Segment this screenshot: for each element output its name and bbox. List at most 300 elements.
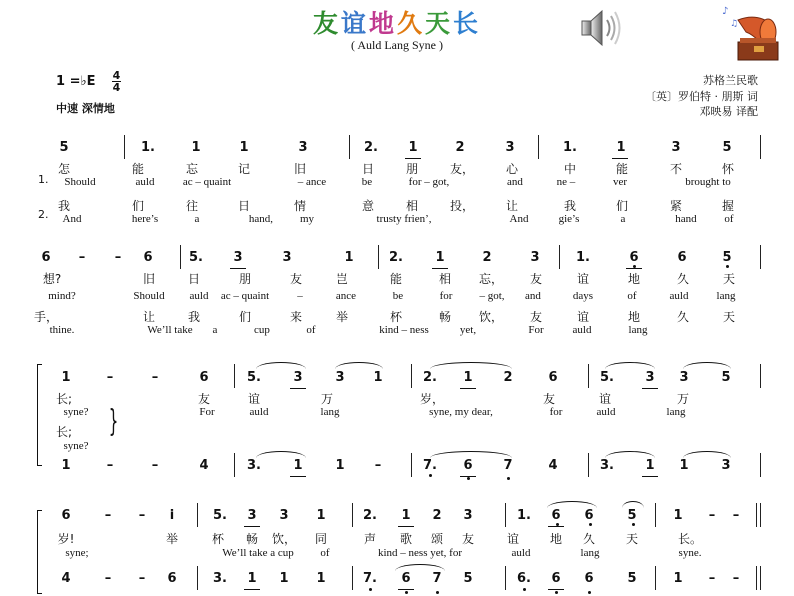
note: 3 xyxy=(298,140,308,155)
note: 3 xyxy=(463,508,473,523)
octave-dot xyxy=(467,477,470,480)
underline xyxy=(432,268,448,269)
verse-brace: } xyxy=(108,404,119,439)
octave-dot xyxy=(726,265,729,268)
lyric-en: of xyxy=(306,324,316,336)
note: 2. xyxy=(423,370,437,385)
note: 5 xyxy=(627,508,637,523)
lyric-en: days xyxy=(572,290,594,302)
note: 6 xyxy=(677,250,687,265)
note: 1. xyxy=(141,140,155,155)
lyric-cn: 相 xyxy=(405,199,419,213)
lyric-cn: 久 xyxy=(676,272,690,286)
lyric-cn: 长。 xyxy=(677,532,703,546)
lyric-cn: 忘， xyxy=(478,272,504,286)
lyric-en: be xyxy=(361,176,373,188)
note: 3 xyxy=(679,370,689,385)
lyric-en: And xyxy=(509,213,529,225)
note: – xyxy=(732,508,740,523)
note: – xyxy=(708,508,716,523)
svg-text:♫: ♫ xyxy=(730,19,739,29)
lyric-en: ac – quaint xyxy=(220,290,270,302)
note: 7. xyxy=(423,458,437,473)
gramophone-icon xyxy=(718,2,782,68)
note: 7 xyxy=(432,571,442,586)
slur xyxy=(605,362,655,369)
note: 7 xyxy=(503,458,513,473)
note: 1 xyxy=(293,458,303,473)
slur xyxy=(256,362,306,369)
underline xyxy=(230,268,246,269)
lyric-cn: 能 xyxy=(615,162,629,176)
lyric-en: cup xyxy=(254,324,270,336)
lyric-cn: 畅 xyxy=(438,310,452,324)
note: – xyxy=(732,571,740,586)
lyric-cn: 歌 xyxy=(399,532,413,546)
lyric-en: a xyxy=(620,213,626,225)
note: – xyxy=(104,508,112,523)
lyric-cn: 久 xyxy=(582,532,596,546)
note: 1 xyxy=(616,140,626,155)
lyric-cn: 同 xyxy=(314,532,328,546)
octave-dot xyxy=(369,588,372,591)
lyric-cn: 能 xyxy=(389,272,403,286)
octave-dot xyxy=(556,523,559,526)
lyric-cn: 长; xyxy=(55,425,73,439)
barline xyxy=(234,364,235,388)
tempo-marking: 中速 深情地 xyxy=(56,102,115,115)
note: 7. xyxy=(363,571,377,586)
lyric-en: auld xyxy=(511,547,531,559)
note: – xyxy=(151,370,159,385)
note: 5 xyxy=(59,140,69,155)
note: 1 xyxy=(335,458,345,473)
lyric-cn: 杯 xyxy=(211,532,225,546)
lyric-en: yet, xyxy=(459,324,477,336)
note: 2. xyxy=(364,140,378,155)
note: 3 xyxy=(530,250,540,265)
underline xyxy=(548,589,564,590)
lyric-en: ver xyxy=(612,176,628,188)
lyric-cn: 岁， xyxy=(419,392,445,406)
lyric-en: and xyxy=(525,290,541,302)
note: 1 xyxy=(191,140,201,155)
lyric-cn: 旧 xyxy=(293,162,307,176)
note: 6 xyxy=(167,571,177,586)
lyric-en: mind? xyxy=(48,290,76,302)
lyric-en: auld xyxy=(669,290,689,302)
lyric-en: syne. xyxy=(678,547,702,559)
barline xyxy=(352,503,353,527)
lyric-cn: 们 xyxy=(131,199,145,213)
lyric-en: syne? xyxy=(63,440,89,452)
note: 3. xyxy=(600,458,614,473)
lyric-en: We’ll take xyxy=(147,324,193,336)
note: – xyxy=(138,508,146,523)
lyric-en: ance xyxy=(335,290,357,302)
lyric-cn: 能 xyxy=(131,162,145,176)
lyric-en: for xyxy=(439,290,453,302)
note: 3 xyxy=(279,508,289,523)
lyric-en: gie’s xyxy=(558,213,580,225)
note: – xyxy=(114,250,122,265)
note: 6 xyxy=(143,250,153,265)
note: 5. xyxy=(189,250,203,265)
note: 1 xyxy=(279,571,289,586)
slur xyxy=(605,451,655,458)
note: 1. xyxy=(576,250,590,265)
barline xyxy=(760,566,761,590)
lyric-cn: 我 xyxy=(187,310,201,324)
lyric-cn: 友 xyxy=(529,310,543,324)
lyric-en: brought to xyxy=(685,176,731,188)
lyric-cn: 万 xyxy=(320,392,334,406)
subtitle: ( Auld Lang Syne ) xyxy=(351,38,443,52)
lyric-en: auld xyxy=(596,406,616,418)
lyric-en: syne, my dear, xyxy=(429,406,493,418)
lyric-cn: 让 xyxy=(142,310,156,324)
lyric-cn: 旧 xyxy=(142,272,156,286)
slur xyxy=(335,362,383,369)
slur xyxy=(683,362,731,369)
lyric-cn: 地 xyxy=(549,532,563,546)
lyric-cn: 日 xyxy=(237,199,251,213)
octave-dot xyxy=(523,588,526,591)
lyric-cn: 友 xyxy=(197,392,211,406)
note: 5 xyxy=(721,370,731,385)
lyric-cn: 谊 xyxy=(576,310,590,324)
note: 6 xyxy=(551,571,561,586)
note: 4 xyxy=(548,458,558,473)
lyric-en: hand, xyxy=(248,213,274,225)
underline xyxy=(642,476,658,477)
lyric-cn: 朋 xyxy=(238,272,252,286)
lyric-cn: 岁! xyxy=(57,532,75,546)
lyric-cn: 意 xyxy=(361,199,375,213)
lyric-cn: 想? xyxy=(42,272,62,286)
note: 6 xyxy=(629,250,639,265)
note: – xyxy=(708,571,716,586)
note: 3 xyxy=(645,370,655,385)
barline xyxy=(411,453,412,477)
lyric-en: – ance xyxy=(297,176,327,188)
note: – xyxy=(374,458,382,473)
note: 2. xyxy=(363,508,377,523)
lyric-cn: 谊 xyxy=(247,392,261,406)
lyric-en: ac – quaint xyxy=(182,176,232,188)
page-title xyxy=(0,4,794,40)
lyric-en: lang xyxy=(580,547,600,559)
key-signature: 1 =♭E xyxy=(56,74,96,89)
slur xyxy=(256,451,306,458)
note: 1. xyxy=(517,508,531,523)
note: 1 xyxy=(673,508,683,523)
underline xyxy=(612,158,628,159)
barline xyxy=(760,364,761,388)
lyric-en: lang xyxy=(716,290,736,302)
underline xyxy=(626,268,642,269)
lyric-cn: 相 xyxy=(438,272,452,286)
lyric-cn: 天 xyxy=(722,272,736,286)
note: 5. xyxy=(213,508,227,523)
lyric-cn: 投， xyxy=(449,199,475,213)
title-char: 久 xyxy=(397,9,426,38)
lyric-en: be xyxy=(392,290,404,302)
lyric-en: and xyxy=(507,176,523,188)
title-char: 地 xyxy=(368,9,397,38)
note: 1 xyxy=(316,571,326,586)
barline xyxy=(538,135,539,159)
note: 6. xyxy=(517,571,531,586)
octave-dot xyxy=(632,523,635,526)
lyric-cn: 心 xyxy=(505,162,519,176)
lyric-cn: 举 xyxy=(335,310,349,324)
lyric-en: For xyxy=(528,324,544,336)
lyric-cn: 岂 xyxy=(335,272,349,286)
note: 2 xyxy=(482,250,492,265)
lyric-en: here’s xyxy=(131,213,159,225)
note: 5. xyxy=(600,370,614,385)
lyric-en: syne? xyxy=(63,406,89,418)
lyric-cn: 友， xyxy=(449,162,475,176)
slur xyxy=(430,362,512,369)
note: 3 xyxy=(671,140,681,155)
barline xyxy=(655,503,656,527)
note: 5. xyxy=(247,370,261,385)
note: 3 xyxy=(721,458,731,473)
lyric-cn: 久 xyxy=(676,310,690,324)
barline xyxy=(197,503,198,527)
title-char: 友 xyxy=(312,9,341,38)
note: 1 xyxy=(679,458,689,473)
lyric-cn: 不 xyxy=(669,162,683,176)
lyric-cn: 日 xyxy=(187,272,201,286)
lyric-en: – got, xyxy=(479,290,505,302)
lyric-cn: 友 xyxy=(461,532,475,546)
underline xyxy=(244,589,260,590)
barline xyxy=(349,135,350,159)
lyric-en: my xyxy=(299,213,315,225)
note: 2 xyxy=(432,508,442,523)
lyric-en: syne; xyxy=(65,547,89,559)
barline xyxy=(760,503,761,527)
note: 4 xyxy=(199,458,209,473)
barline xyxy=(411,364,412,388)
lyric-en: for – got, xyxy=(408,176,450,188)
slur xyxy=(430,451,512,458)
lyric-cn: 天 xyxy=(625,532,639,546)
lyric-cn: 让 xyxy=(505,199,519,213)
lyric-cn: 怎 xyxy=(57,162,71,176)
octave-dot xyxy=(633,265,636,268)
note: 2 xyxy=(455,140,465,155)
barline xyxy=(352,566,353,590)
octave-dot xyxy=(405,591,408,594)
lyric-en: lang xyxy=(320,406,340,418)
note: 6 xyxy=(401,571,411,586)
octave-dot xyxy=(436,591,439,594)
title-char: 长 xyxy=(453,9,482,38)
lyric-cn: 饮， xyxy=(478,310,504,324)
note: 3 xyxy=(247,508,257,523)
underline xyxy=(398,589,414,590)
note: 1 xyxy=(645,458,655,473)
barline xyxy=(234,453,235,477)
lyric-en: auld xyxy=(189,290,209,302)
note: 5 xyxy=(722,140,732,155)
credit-lyricist: 〔英〕罗伯特 · 朋斯 词 xyxy=(645,90,758,103)
note: 5 xyxy=(463,571,473,586)
octave-dot xyxy=(588,591,591,594)
underline xyxy=(405,158,421,159)
note: 3 xyxy=(505,140,515,155)
lyric-cn: 万 xyxy=(676,392,690,406)
note: 1 xyxy=(408,140,418,155)
lyric-cn: 情 xyxy=(293,199,307,213)
note: 3 xyxy=(233,250,243,265)
barline xyxy=(505,566,506,590)
lyric-cn: 中 xyxy=(563,162,577,176)
barline xyxy=(180,245,181,269)
barline xyxy=(378,245,379,269)
verse-number: 2. xyxy=(38,208,49,221)
barline xyxy=(756,503,757,527)
speaker-icon[interactable] xyxy=(578,6,626,54)
lyric-cn: 我 xyxy=(57,199,71,213)
lyric-cn: 友 xyxy=(289,272,303,286)
note: 6 xyxy=(61,508,71,523)
lyric-en: Should xyxy=(133,290,165,302)
note: 1 xyxy=(247,571,257,586)
note: 6 xyxy=(41,250,51,265)
note: 6 xyxy=(584,508,594,523)
lyric-cn: 谊 xyxy=(598,392,612,406)
lyric-cn: 们 xyxy=(238,310,252,324)
note: 6 xyxy=(548,370,558,385)
note: – xyxy=(106,370,114,385)
note: 1 xyxy=(61,458,71,473)
lyric-en: of xyxy=(320,547,330,559)
lyric-en: And xyxy=(62,213,82,225)
note: 2. xyxy=(389,250,403,265)
title-char: 天 xyxy=(425,9,454,38)
lyric-cn: 饮， xyxy=(271,532,297,546)
lyric-cn: 友 xyxy=(542,392,556,406)
credit-translator: 邓映易 译配 xyxy=(699,105,758,118)
note: 5 xyxy=(627,571,637,586)
note: 1 xyxy=(373,370,383,385)
barline xyxy=(197,566,198,590)
svg-text:♪: ♪ xyxy=(722,6,729,17)
note: 1 xyxy=(673,571,683,586)
note: 1 xyxy=(401,508,411,523)
lyric-en: auld xyxy=(135,176,155,188)
note: 3. xyxy=(247,458,261,473)
barline xyxy=(655,566,656,590)
time-signature: 4 4 xyxy=(112,69,121,94)
lyric-cn: 来 xyxy=(289,310,303,324)
lyric-cn: 们 xyxy=(615,199,629,213)
underline xyxy=(642,388,658,389)
lyric-cn: 紧 xyxy=(669,199,683,213)
lyric-en: of xyxy=(724,213,734,225)
lyric-cn: 记 xyxy=(237,162,251,176)
lyric-en: thine. xyxy=(49,324,75,336)
underline xyxy=(548,526,564,527)
note: 6 xyxy=(584,571,594,586)
note: 6 xyxy=(551,508,561,523)
lyric-cn: 地 xyxy=(627,310,641,324)
note: i xyxy=(169,508,175,523)
barline xyxy=(760,135,761,159)
slur xyxy=(547,501,597,508)
barline xyxy=(588,453,589,477)
barline xyxy=(505,503,506,527)
lyric-en: – xyxy=(297,290,303,302)
note: 3. xyxy=(213,571,227,586)
lyric-en: We’ll take a cup xyxy=(222,547,294,559)
note: 6 xyxy=(463,458,473,473)
lyric-en: For xyxy=(199,406,215,418)
note: – xyxy=(104,571,112,586)
barline xyxy=(124,135,125,159)
lyric-cn: 畅 xyxy=(245,532,259,546)
lyric-cn: 地 xyxy=(627,272,641,286)
lyric-cn: 我 xyxy=(563,199,577,213)
lyric-en: lang xyxy=(666,406,686,418)
note: 2 xyxy=(503,370,513,385)
lyric-en: trusty frien’, xyxy=(376,213,432,225)
slur xyxy=(622,501,644,508)
barline xyxy=(559,245,560,269)
barline xyxy=(760,453,761,477)
note: – xyxy=(78,250,86,265)
lyric-cn: 朋 xyxy=(405,162,419,176)
lyric-en: a xyxy=(212,324,218,336)
note: 3 xyxy=(282,250,292,265)
note: 1 xyxy=(344,250,354,265)
note: – xyxy=(138,571,146,586)
note: 1 xyxy=(61,370,71,385)
lyric-en: of xyxy=(627,290,637,302)
lyric-cn: 长; xyxy=(55,392,73,406)
lyric-en: for xyxy=(549,406,563,418)
note: 3 xyxy=(335,370,345,385)
lyric-cn: 手， xyxy=(33,310,59,324)
octave-dot xyxy=(507,477,510,480)
note: 1 xyxy=(239,140,249,155)
lyric-cn: 谊 xyxy=(506,532,520,546)
lyric-cn: 天 xyxy=(722,310,736,324)
lyric-cn: 怀 xyxy=(721,162,735,176)
lyric-cn: 往 xyxy=(185,199,199,213)
octave-dot xyxy=(589,523,592,526)
underline xyxy=(244,526,260,527)
slur xyxy=(683,451,731,458)
system-brace xyxy=(37,364,42,466)
lyric-cn: 声 xyxy=(363,532,377,546)
barline xyxy=(588,364,589,388)
note: 6 xyxy=(199,370,209,385)
barline xyxy=(756,566,757,590)
note: 1 xyxy=(316,508,326,523)
lyric-cn: 握 xyxy=(721,199,735,213)
title-char: 谊 xyxy=(340,9,369,38)
note: 1. xyxy=(563,140,577,155)
note: 5 xyxy=(722,250,732,265)
note: 3 xyxy=(293,370,303,385)
lyric-cn: 颂 xyxy=(430,532,444,546)
